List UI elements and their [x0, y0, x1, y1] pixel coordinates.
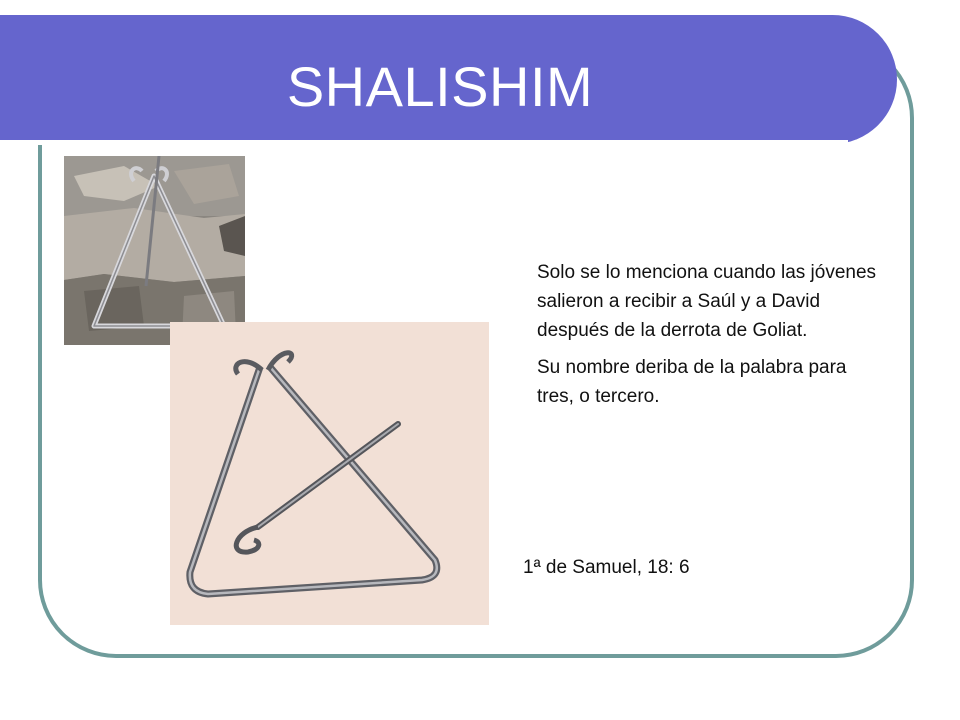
triangle-wall-image — [64, 156, 245, 345]
photo-triangle-beater — [170, 322, 489, 625]
paragraph-mention: Solo se lo menciona cuando las jóvenes salieron a recibir a Saúl y a David después de la derrota de Goliat. — [537, 262, 877, 341]
triangle-beater-image — [170, 322, 489, 625]
paragraph-etymology: Su nombre deriba de la palabra para tres, o tercero. — [537, 357, 847, 407]
photo-triangle-wall — [64, 156, 245, 345]
slide-body — [537, 258, 877, 419]
scripture-reference: 1ª de Samuel, 18: 6 — [523, 557, 690, 578]
title-divider — [0, 140, 848, 145]
title-bar — [0, 15, 897, 144]
slide-title: SHALISHIM — [286, 55, 594, 118]
